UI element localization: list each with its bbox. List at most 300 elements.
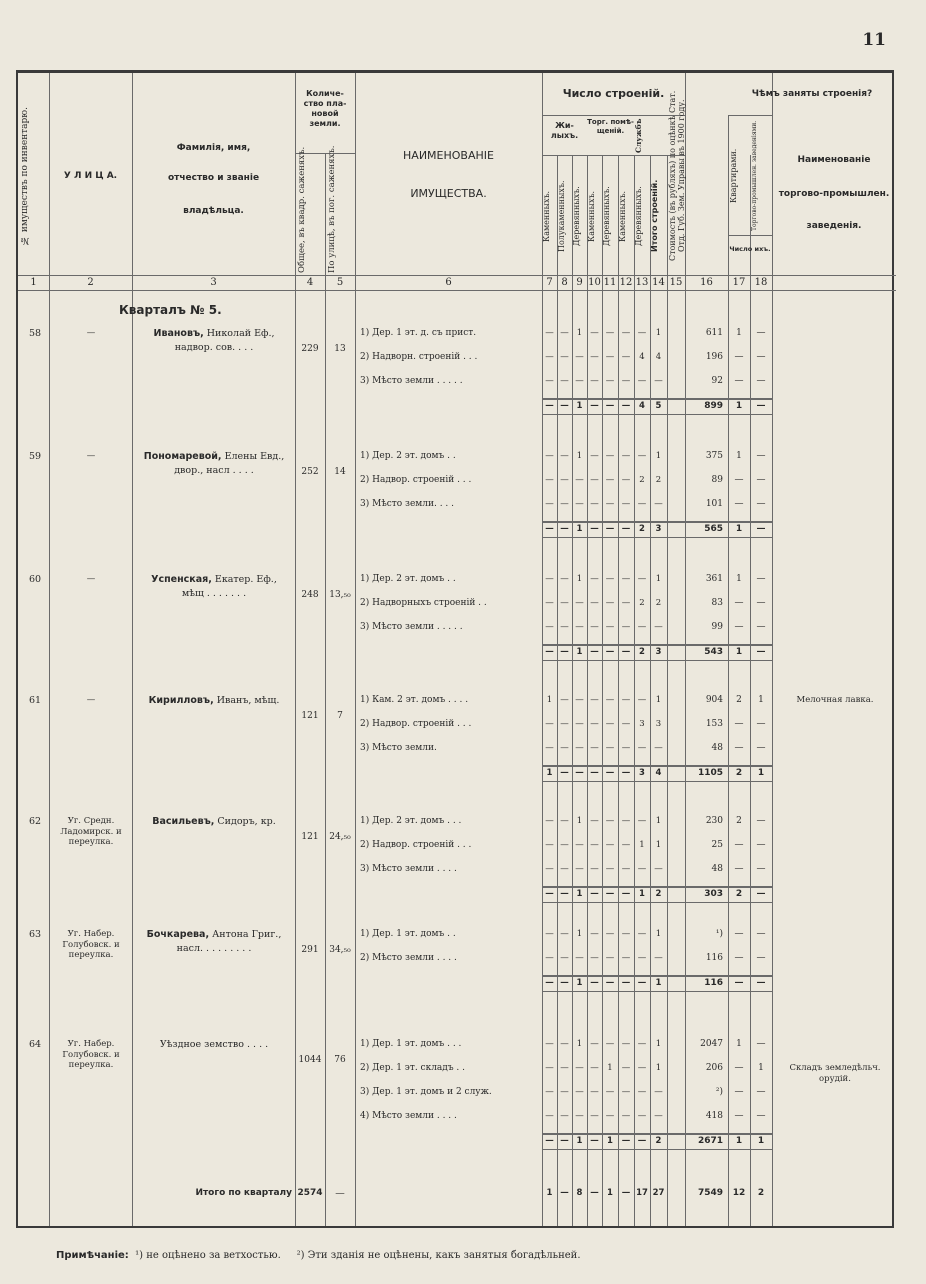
building-count: — <box>560 451 569 461</box>
building-count: — <box>545 622 554 632</box>
quarter-total-count: — <box>590 1188 599 1198</box>
entry-owner-line2: насл. . . . . . . . . <box>176 943 252 954</box>
subtotal-count: 1 <box>576 401 583 411</box>
building-count: — <box>560 1039 569 1049</box>
subtotal-trade-est: 1 <box>757 768 765 778</box>
subtotal-count: 4 <box>639 401 645 411</box>
owner-rest: Сидоръ, кр. <box>214 816 276 827</box>
property-item: 1) Дер. 2 эт. домъ . . <box>360 574 456 584</box>
subtotal-count: — <box>605 978 615 988</box>
building-count: — <box>575 475 584 485</box>
property-item: 1) Дер. 1 эт. домъ . . <box>360 929 456 939</box>
building-count: — <box>637 816 647 826</box>
building-count: — <box>654 743 663 753</box>
column-number: 7 <box>546 277 553 288</box>
item-trade-est: — <box>756 352 766 362</box>
building-count: 1 <box>655 816 662 826</box>
entry-number: 61 <box>28 695 42 706</box>
building-count: 4 <box>639 352 645 362</box>
quarter-total-count: 1 <box>607 1188 613 1198</box>
building-count: — <box>560 719 569 729</box>
property-item: 1) Дер. 1 эт. домъ . . . <box>360 1039 462 1049</box>
entry-area: 229 <box>301 344 319 354</box>
subtotal-count: — <box>621 647 631 657</box>
header-material: Полукаменныхъ. <box>557 180 566 252</box>
item-apartments: — <box>734 598 744 608</box>
subtotal-trade-est: — <box>756 889 766 899</box>
building-count: — <box>590 929 599 939</box>
property-item: 3) Мѣсто земли. . . . <box>360 499 455 509</box>
quarter-total-frontage: — <box>335 1188 345 1199</box>
owner-surname: Бочкарева, <box>146 929 210 940</box>
item-trade-est: — <box>756 451 766 461</box>
subtotal-count: 1 <box>655 978 662 988</box>
header-est-name-l1: Наименованіе <box>797 155 871 165</box>
item-value: 89 <box>711 475 723 485</box>
building-count: 1 <box>576 1039 583 1049</box>
building-count: — <box>621 499 631 509</box>
owner-surname: Ивановъ, <box>153 328 204 339</box>
header-est-name-l3: заведенія. <box>806 221 862 231</box>
owner-rest: Антона Григ., <box>209 929 282 940</box>
building-count: — <box>560 929 569 939</box>
column-number: 18 <box>754 277 768 288</box>
header-material: Каменныхъ. <box>587 190 596 242</box>
building-count: — <box>621 451 631 461</box>
item-trade-est: — <box>756 719 766 729</box>
building-count: — <box>545 451 554 461</box>
building-count: — <box>575 719 584 729</box>
column-number: 1 <box>30 277 37 288</box>
building-count: — <box>654 1087 663 1097</box>
item-trade-est: — <box>756 499 766 509</box>
building-count: — <box>575 1087 584 1097</box>
item-apartments: 1 <box>736 574 742 584</box>
subtotal-apartments: 2 <box>735 889 743 899</box>
quarter-total-area: 2574 <box>297 1188 323 1198</box>
subtotal-count: — <box>545 647 554 657</box>
item-apartments: — <box>734 622 744 632</box>
item-value: 153 <box>705 719 723 729</box>
subtotal-value: 543 <box>704 647 723 657</box>
entry-area: 291 <box>301 945 319 955</box>
building-count: — <box>590 475 599 485</box>
building-count: — <box>545 743 554 753</box>
item-value: 611 <box>705 328 723 338</box>
item-apartments: — <box>734 1111 744 1121</box>
entry-frontage: 76 <box>334 1055 346 1065</box>
building-count: — <box>637 622 647 632</box>
item-apartments: — <box>734 719 744 729</box>
property-item: 2) Надворныхъ строеній . . <box>360 598 487 608</box>
subtotal-count: 1 <box>576 1136 583 1146</box>
item-trade-est: — <box>756 953 766 963</box>
header-trade-est: Торгово-промышлен. заведеніями. <box>751 120 758 232</box>
building-count: — <box>637 1087 647 1097</box>
item-value: 92 <box>711 376 723 386</box>
column-rule <box>772 73 773 1226</box>
header-rule <box>18 275 896 276</box>
building-count: — <box>637 929 647 939</box>
entry-frontage: 13 <box>334 344 346 354</box>
building-count: — <box>654 953 663 963</box>
item-value: 48 <box>711 743 723 753</box>
building-count: — <box>605 499 615 509</box>
building-count: — <box>545 953 554 963</box>
entry-number: 58 <box>28 328 42 339</box>
subtotal-rule <box>542 975 772 977</box>
column-number: 6 <box>445 277 452 288</box>
owner-rest: Екатер. Еф., <box>211 574 277 585</box>
subtotal-apartments: 1 <box>735 1136 743 1146</box>
building-count: — <box>605 743 615 753</box>
building-count: — <box>621 1039 631 1049</box>
item-value: 361 <box>705 574 723 584</box>
building-count: — <box>560 816 569 826</box>
building-count: — <box>545 840 554 850</box>
owner-rest: Иванъ, мѣщ. <box>213 695 280 706</box>
building-count: 1 <box>655 328 662 338</box>
subtotal-count: — <box>621 401 631 411</box>
entry-street: — <box>86 695 96 705</box>
subtotal-count: — <box>560 768 569 778</box>
building-count: — <box>590 719 599 729</box>
header-material: Деревянныхъ. <box>602 186 611 246</box>
building-count: — <box>654 864 663 874</box>
subtotal-rule <box>542 781 772 782</box>
header-material: Деревянныхъ. <box>634 186 643 246</box>
building-count: — <box>575 743 584 753</box>
building-count: — <box>605 451 615 461</box>
building-count: — <box>637 328 647 338</box>
subtotal-count: — <box>590 978 599 988</box>
item-value: 83 <box>711 598 723 608</box>
subtotal-trade-est: — <box>756 524 766 534</box>
item-apartments: — <box>734 499 744 509</box>
quarter-total-count: — <box>560 1188 569 1198</box>
quarter-title: Кварталъ № 5. <box>119 303 222 317</box>
building-count: — <box>560 1087 569 1097</box>
item-apartments: — <box>734 743 744 753</box>
item-value: 101 <box>705 499 723 509</box>
header-area-street: По улицѣ, въ пог. саженяхъ. <box>327 145 337 273</box>
subtotal-count: 2 <box>639 524 645 534</box>
subtotal-rule <box>542 765 772 767</box>
subtotal-count: — <box>545 524 554 534</box>
building-count: 1 <box>576 816 583 826</box>
entry-frontage: 7 <box>337 711 343 721</box>
building-count: — <box>605 953 615 963</box>
header-apartments: Квартирами. <box>729 148 738 204</box>
building-count: 1 <box>655 1063 662 1073</box>
item-value: 230 <box>705 816 723 826</box>
subtotal-rule <box>542 521 772 523</box>
subtotal-count: 2 <box>655 1136 662 1146</box>
subtotal-count: — <box>621 768 631 778</box>
subtotal-count: — <box>590 647 599 657</box>
item-apartments: — <box>734 953 744 963</box>
building-count: — <box>605 574 615 584</box>
building-count: — <box>545 598 554 608</box>
item-value: 196 <box>705 352 723 362</box>
page-number: 11 <box>862 30 886 50</box>
property-item: 3) Мѣсто земли . . . . . <box>360 622 463 632</box>
quarter-total-apartments: 12 <box>732 1188 746 1198</box>
building-count: — <box>590 352 599 362</box>
property-item: 2) Дер. 1 эт. складъ . . <box>360 1063 466 1073</box>
building-count: — <box>637 499 647 509</box>
item-apartments: — <box>734 929 744 939</box>
header-material: Деревянныхъ. <box>572 186 581 246</box>
item-value: 904 <box>705 695 723 705</box>
subtotal-count: — <box>560 524 569 534</box>
header-rule <box>728 235 772 236</box>
subtotal-value: 116 <box>704 978 723 988</box>
building-count: — <box>605 1111 615 1121</box>
property-item: 3) Мѣсто земли . . . . <box>360 864 457 874</box>
header-service: Службъ <box>634 118 643 153</box>
subtotal-rule <box>542 537 772 538</box>
building-count: — <box>545 499 554 509</box>
subtotal-count: — <box>545 978 554 988</box>
property-item: 1) Кам. 2 эт. домъ . . . . <box>360 695 469 705</box>
entry-owner <box>136 1039 292 1050</box>
building-count: — <box>605 719 615 729</box>
subtotal-value: 303 <box>704 889 723 899</box>
item-trade-est: — <box>756 475 766 485</box>
header-owner-l3: владѣльца. <box>183 206 244 216</box>
entry-frontage: 24,₅₀ <box>329 832 351 842</box>
entry-owner <box>136 695 292 706</box>
subtotal-count: — <box>560 978 569 988</box>
building-count: — <box>590 1039 599 1049</box>
building-count: — <box>590 1063 599 1073</box>
building-count: — <box>605 929 615 939</box>
subtotal-rule <box>542 398 772 400</box>
building-count: 1 <box>576 929 583 939</box>
building-count: — <box>560 1063 569 1073</box>
header-owner-l1: Фамилія, имя, <box>176 143 251 153</box>
header-living: Жи-лыхъ. <box>550 121 579 140</box>
item-value: 25 <box>711 840 723 850</box>
quarter-total-trade-est: 2 <box>757 1188 765 1198</box>
building-count: 1 <box>639 840 645 850</box>
building-count: — <box>590 1087 599 1097</box>
item-trade-est: — <box>756 816 766 826</box>
entry-street: — <box>86 574 96 584</box>
entry-owner-line2: надвор. сов. . . . <box>174 342 254 353</box>
building-count: 1 <box>655 574 662 584</box>
building-count: — <box>605 352 615 362</box>
column-number: 12 <box>619 277 633 288</box>
building-count: — <box>560 499 569 509</box>
building-count: — <box>590 743 599 753</box>
building-count: — <box>560 840 569 850</box>
item-trade-est: — <box>756 840 766 850</box>
subtotal-count: 3 <box>639 768 645 778</box>
subtotal-count: 1 <box>576 647 583 657</box>
building-count: — <box>605 1039 615 1049</box>
column-number: 2 <box>87 277 94 288</box>
entry-owner-line2: двор., насл . . . . <box>174 465 254 476</box>
subtotal-count: 2 <box>639 647 645 657</box>
building-count: — <box>590 598 599 608</box>
header-buildings: Число строеній. <box>562 87 665 100</box>
building-count: 1 <box>607 1063 613 1073</box>
subtotal-count: 1 <box>639 889 645 899</box>
item-value: 375 <box>705 451 723 461</box>
building-count: — <box>654 1111 663 1121</box>
subtotal-count: — <box>590 889 599 899</box>
subtotal-apartments: 1 <box>735 647 743 657</box>
building-count: — <box>621 574 631 584</box>
building-count: — <box>575 953 584 963</box>
entry-owner <box>136 929 292 940</box>
building-count: — <box>621 816 631 826</box>
item-trade-est: — <box>756 1039 766 1049</box>
building-count: — <box>590 622 599 632</box>
building-count: — <box>560 574 569 584</box>
building-count: — <box>637 1039 647 1049</box>
entry-street: — <box>86 451 96 461</box>
building-count: — <box>621 328 631 338</box>
subtotal-count: 2 <box>655 889 662 899</box>
building-count: — <box>605 816 615 826</box>
building-count: — <box>545 352 554 362</box>
item-apartments: — <box>734 352 744 362</box>
subtotal-count: — <box>575 768 584 778</box>
building-count: — <box>590 499 599 509</box>
subtotal-trade-est: — <box>756 401 766 411</box>
subtotal-count: — <box>621 889 631 899</box>
header-material: Каменныхъ. <box>618 190 627 242</box>
header-est-name-l2: торгово-промышлен. <box>778 189 890 199</box>
building-count: — <box>590 864 599 874</box>
building-count: 2 <box>655 475 662 485</box>
building-count: — <box>621 622 631 632</box>
subtotal-count: — <box>560 889 569 899</box>
building-count: — <box>575 598 584 608</box>
building-count: — <box>575 1111 584 1121</box>
property-item: 2) Мѣсто земли . . . . <box>360 953 457 963</box>
building-count: 4 <box>655 352 662 362</box>
entry-owner <box>136 816 292 827</box>
building-count: — <box>590 451 599 461</box>
column-number: 4 <box>306 277 314 288</box>
building-count: — <box>545 864 554 874</box>
item-trade-est: 1 <box>758 1063 764 1073</box>
building-count: — <box>545 1087 554 1097</box>
owner-surname: Кирилловъ, <box>148 695 214 706</box>
subtotal-apartments: 2 <box>735 768 743 778</box>
building-count: — <box>575 622 584 632</box>
subtotal-count: — <box>605 889 615 899</box>
column-number: 9 <box>576 277 583 288</box>
building-count: — <box>605 328 615 338</box>
subtotal-value: 565 <box>704 524 723 534</box>
building-count: — <box>560 475 569 485</box>
column-rule <box>49 73 50 1226</box>
header-street: У Л И Ц А. <box>63 171 118 181</box>
building-count: — <box>590 840 599 850</box>
establishment-name: Складъ земледѣльч. орудій. <box>789 1063 881 1085</box>
item-value: 99 <box>711 622 723 632</box>
subtotal-rule <box>542 991 772 992</box>
building-count: — <box>545 1039 554 1049</box>
quarter-total-label: Итого по кварталу <box>195 1188 292 1198</box>
building-count: — <box>545 719 554 729</box>
building-count: — <box>575 499 584 509</box>
building-count: 1 <box>576 328 583 338</box>
building-count: 1 <box>655 840 662 850</box>
building-count: — <box>637 451 647 461</box>
building-count: — <box>560 695 569 705</box>
item-trade-est: — <box>756 574 766 584</box>
entry-street: Уг. Набер. Голубовск. и переулка. <box>62 929 120 961</box>
building-count: — <box>575 695 584 705</box>
item-apartments: — <box>734 864 744 874</box>
item-trade-est: — <box>756 864 766 874</box>
entry-area: 252 <box>301 467 319 477</box>
subtotal-count: — <box>605 768 615 778</box>
subtotal-count: 4 <box>655 768 662 778</box>
subtotal-count: — <box>560 1136 569 1146</box>
building-count: — <box>605 864 615 874</box>
column-number: 3 <box>210 277 217 288</box>
header-value: Стоимость (въ рубляхъ) по оцѣнкѣ Стат. Отд. Губ. Зем. Управы въ 1900 году. <box>668 90 687 262</box>
building-count: — <box>590 574 599 584</box>
owner-rest: Елены Евд., <box>221 451 285 462</box>
building-count: — <box>575 864 584 874</box>
entry-number: 64 <box>28 1039 42 1050</box>
building-count: — <box>621 598 631 608</box>
header-rule <box>542 115 685 116</box>
entry-area: 121 <box>301 832 319 842</box>
building-count: — <box>637 1063 647 1073</box>
column-rule <box>355 73 356 1226</box>
footnote-1: ¹) не оцѣнено за ветхостью. <box>135 1250 281 1261</box>
item-value: ¹) <box>715 929 723 939</box>
item-value: 418 <box>705 1111 723 1121</box>
building-count: — <box>605 840 615 850</box>
entry-street: Уг. Набер. Голубовск. и переулка. <box>62 1039 120 1071</box>
building-count: — <box>590 816 599 826</box>
subtotal-apartments: 1 <box>735 401 743 411</box>
header-owner-l2: отчество и званіе <box>167 173 260 183</box>
column-number: 10 <box>588 277 601 288</box>
subtotal-trade-est: 1 <box>757 1136 765 1146</box>
building-count: — <box>560 352 569 362</box>
entry-owner <box>136 574 292 585</box>
item-apartments: — <box>734 376 744 386</box>
building-count: 2 <box>655 598 662 608</box>
subtotal-rule <box>542 660 772 661</box>
entry-frontage: 34,₅₀ <box>329 945 351 955</box>
building-count: — <box>637 1111 647 1121</box>
building-count: — <box>560 743 569 753</box>
subtotal-count: 1 <box>576 978 583 988</box>
building-count: — <box>654 622 663 632</box>
subtotal-apartments: — <box>734 978 744 988</box>
subtotal-count: — <box>637 978 647 988</box>
header-rule <box>542 155 685 156</box>
building-count: — <box>545 816 554 826</box>
header-material: Каменныхъ. <box>542 190 551 242</box>
column-number: 16 <box>700 277 713 288</box>
building-count: 3 <box>655 719 662 729</box>
subtotal-count: — <box>605 524 615 534</box>
column-number: 15 <box>669 277 683 288</box>
